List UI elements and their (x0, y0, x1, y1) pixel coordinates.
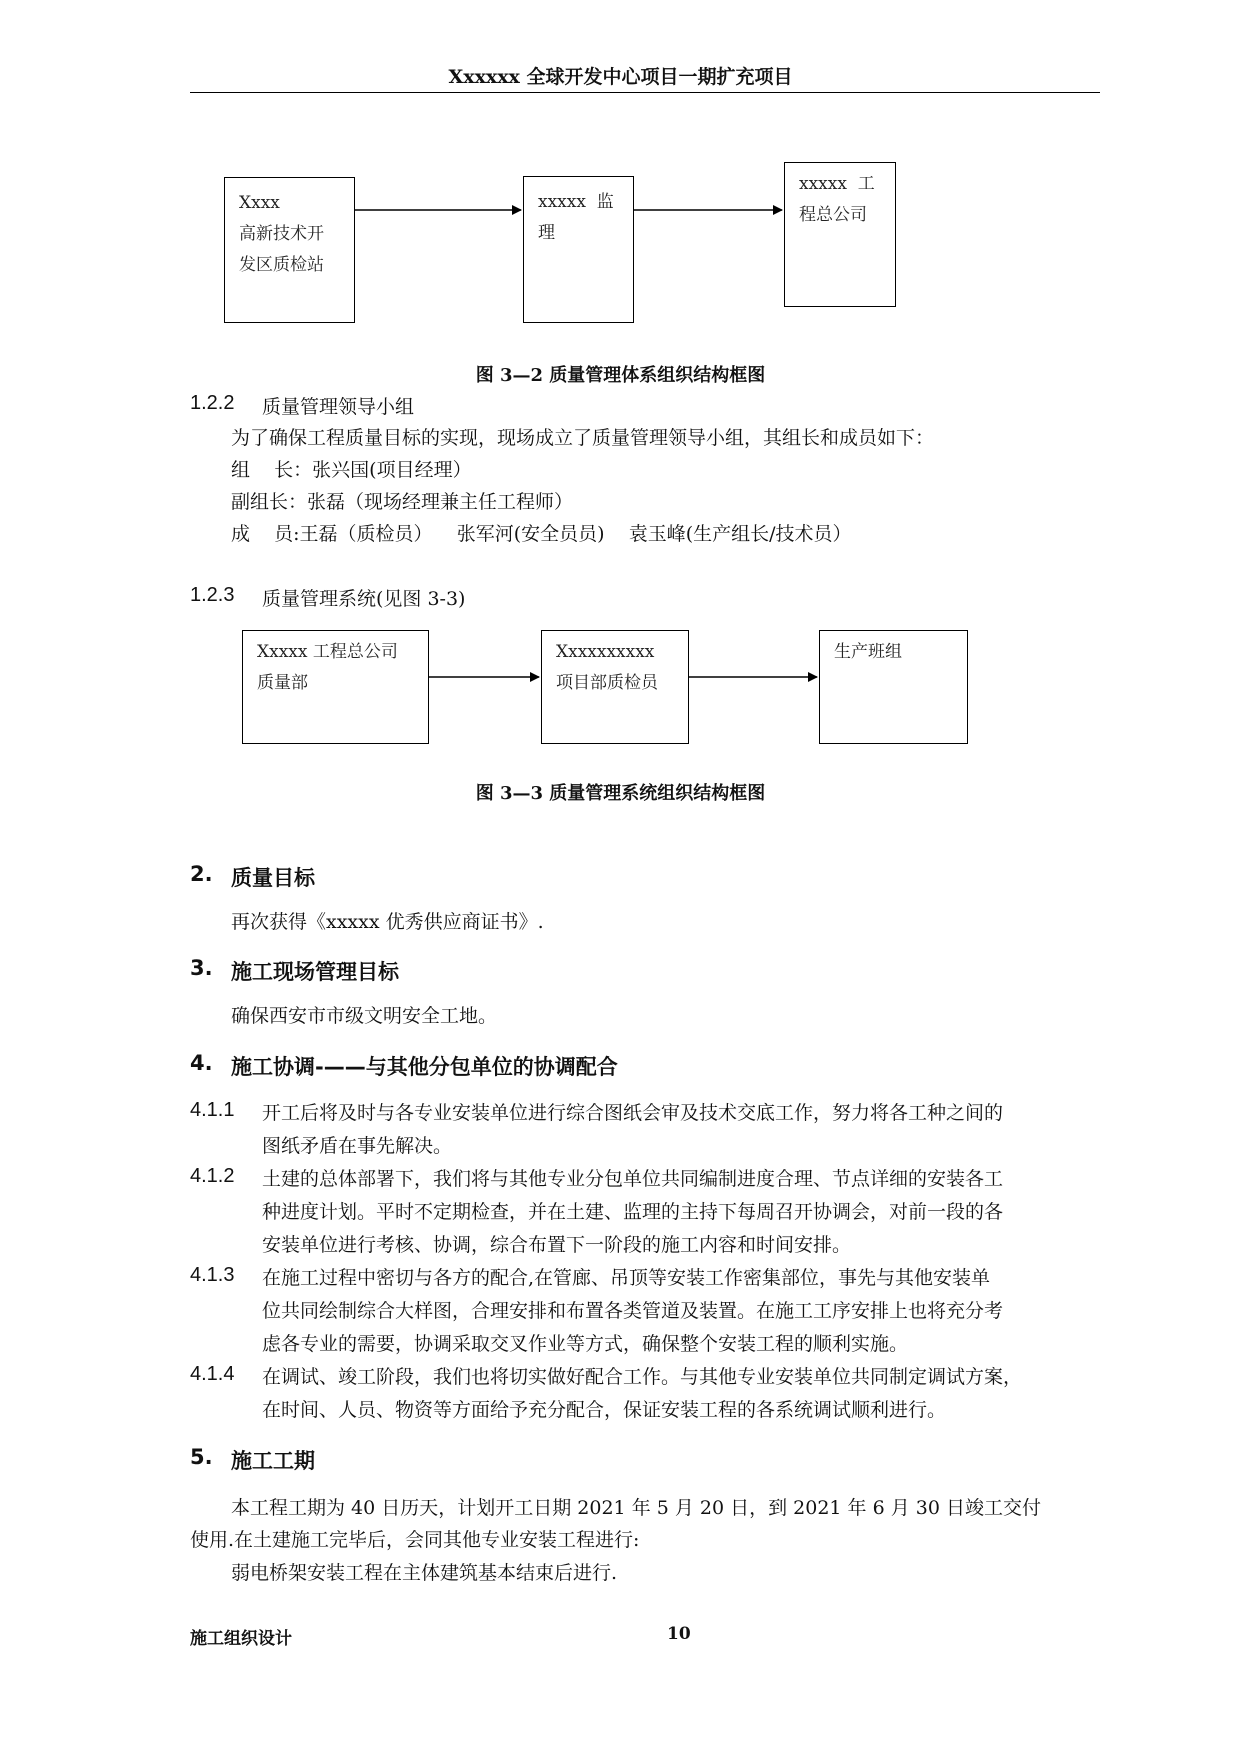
s4-item3-line1: 在施工过程中密切与各方的配合,在管廊、吊顶等安装工作密集部位，事先与其他安装单 (262, 1267, 991, 1289)
fig32-caption: 图 3—2 质量管理体系组织结构框图 (475, 365, 766, 386)
s4-item4-line2: 在时间、人员、物资等方面给予充分配合，保证安装工程的各系统调试顺利进行。 (262, 1399, 947, 1421)
s5-title: 施工工期 (231, 1449, 315, 1473)
s5-number: 5. (190, 1445, 213, 1469)
s5-line2: 使用.在土建施工完毕后，会同其他专业安装工程进行: (190, 1529, 640, 1551)
footer-page-number: 10 (667, 1624, 691, 1644)
s4-item2-line1: 土建的总体部署下，我们将与其他专业分包单位共同编制进度合理、节点详细的安装各工 (262, 1168, 1004, 1190)
s4-item1-line1: 开工后将及时与各专业安装单位进行综合图纸会审及技术交底工作，努力将各工种之间的 (262, 1102, 1004, 1124)
s4-number: 4. (190, 1051, 213, 1075)
fig32-box2-line1: xxxxx 监 (538, 192, 614, 212)
s4-item1-text (262, 1097, 1100, 1163)
s122-title: 质量管理领导小组 (262, 396, 415, 418)
footer-doc-title: 施工组织设计 (190, 1629, 292, 1649)
s4-item3-number: 4.1.3 (190, 1264, 235, 1286)
s2-text: 再次获得《xxxxx 优秀供应商证书》. (231, 911, 544, 933)
s4-item2-number: 4.1.2 (190, 1165, 235, 1187)
s4-item4-line1: 在调试、竣工阶段，我们也将切实做好配合工作。与其他专业安装单位共同制定调试方案， (262, 1366, 1023, 1388)
fig33-box3-line1: 生产班组 (834, 642, 902, 662)
fig33-box-production-team (819, 630, 968, 744)
s4-item4-text (262, 1361, 1100, 1427)
s122-members: 成 员:王磊（质检员） 张军河(安全员员) 袁玉峰(生产组长/技术员） (231, 523, 852, 545)
s4-item3-line3: 虑各专业的需要，协调采取交叉作业等方式，确保整个安装工程的顺利实施。 (262, 1333, 909, 1355)
fig32-box3-line2: 程总公司 (799, 205, 867, 225)
s3-number: 3. (190, 956, 213, 980)
s122-number: 1.2.2 (190, 392, 235, 414)
s4-item3-line2: 位共同绘制综合大样图，合理安排和布置各类管道及装置。在施工工序安排上也将充分考 (262, 1300, 1004, 1322)
s4-item1-line2: 图纸矛盾在事先解决。 (262, 1135, 453, 1157)
fig32-box1-line3: 发区质检站 (239, 255, 324, 275)
s2-number: 2. (190, 862, 213, 886)
s122-intro: 为了确保工程质量目标的实现，现场成立了质量管理领导小组，其组长和成员如下： (231, 427, 935, 449)
s123-number: 1.2.3 (190, 584, 235, 606)
s4-item2-line2: 种进度计划。平时不定期检查，并在土建、监理的主持下每周召开协调会，对前一段的各 (262, 1201, 1004, 1223)
s2-title: 质量目标 (231, 866, 315, 890)
s122-leader: 组 长：张兴国(项目经理） (231, 459, 472, 481)
s5-line1: 本工程工期为 40 日历天，计划开工日期 2021 年 5 月 20 日，到 2021 年 6 月 30 日竣工交付 (231, 1497, 1041, 1519)
s4-item4-number: 4.1.4 (190, 1363, 235, 1385)
s4-item2-line3: 安装单位进行考核、协调，综合布置下一阶段的施工内容和时间安排。 (262, 1234, 852, 1256)
fig33-caption: 图 3—3 质量管理系统组织结构框图 (475, 783, 766, 804)
fig32-box-quality-station (224, 177, 355, 323)
s4-title: 施工协调-——与其他分包单位的协调配合 (231, 1055, 618, 1079)
fig33-box1-line2: 质量部 (257, 673, 308, 693)
s123-title: 质量管理系统(见图 3-3) (262, 588, 466, 610)
fig33-box2-line1: Xxxxxxxxxx (556, 642, 655, 662)
fig32-box1-line1: Xxxx (239, 193, 280, 213)
s4-item3-text (262, 1262, 1100, 1361)
fig33-box1-line1: Xxxxx 工程总公司 (257, 642, 398, 662)
fig32-box2-line2: 理 (538, 223, 555, 243)
fig32-box-general-company (784, 162, 896, 307)
s122-deputy: 副组长：张磊（现场经理兼主任工程师） (231, 491, 574, 513)
s4-item1-number: 4.1.1 (190, 1099, 235, 1121)
fig32-box1-line2: 高新技术开 (239, 224, 324, 244)
s5-line3: 弱电桥架安装工程在主体建筑基本结束后进行. (231, 1562, 618, 1584)
fig33-box2-line2: 项目部质检员 (556, 673, 658, 693)
fig33-box-inspector (541, 630, 689, 744)
s4-item2-text (262, 1163, 1100, 1262)
page-header-title: Xxxxxx 全球开发中心项目一期扩充项目 (448, 66, 793, 88)
s3-title: 施工现场管理目标 (231, 960, 399, 984)
fig32-box3-line1: xxxxx 工 (799, 174, 875, 194)
s3-text: 确保西安市市级文明安全工地。 (231, 1005, 498, 1027)
fig32-box-supervision (523, 176, 634, 323)
fig33-box-quality-dept (242, 630, 429, 744)
